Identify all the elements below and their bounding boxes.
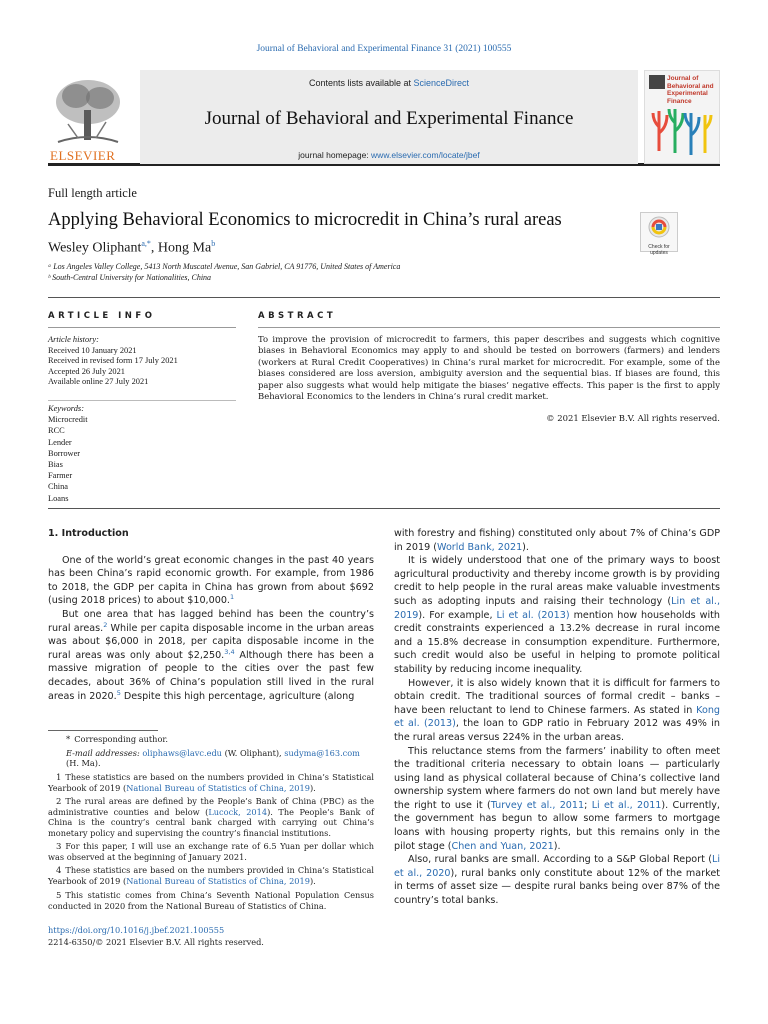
elsevier-logo[interactable]	[48, 72, 128, 162]
paragraph: Also, rural banks are small. According to a S&P Global Report (Li et al., 2020), rural banks only constitute about 12% of the market in terms of asset size — despite rural banks being over 87% of the country’s total banks.	[394, 854, 720, 907]
paragraph: But one area that has lagged behind has been the country’s rural areas.$^2$ While per capita disposable income in the urban areas was about $6,000 in 2018, per capita disposable income in the rural areas was only about $2,250.$^{3,4}$ Although there has been a massive migration of people to the cities over the past few decades, about 36% of China’s population still lived in the rural areas in 2020.$^5$ Despite this high percentage, agriculture (along	[48, 608, 374, 702]
author-affiliation-mark[interactable]: a,*	[141, 239, 151, 248]
paragraph: However, it is also widely known that it is difficult for farmers to obtain credit. The traditional sources of formal credit – banks – have been reluctant to lend to Chinese farmers. As stated in Kong et al. (2013), the loan to GDP ratio in February 2012 was 49% in the rural areas versus 224% in the urban areas.	[394, 677, 720, 743]
author-list: Wesley Oliphant$^{a,*}$, Hong Ma$^b$	[48, 239, 216, 256]
citation-link[interactable]: Turvey et al., 2011	[490, 799, 585, 811]
journal-title: Journal of Behavioral and Experimental Finance	[204, 108, 574, 129]
keyword: Microcredit	[48, 415, 88, 425]
paragraph: One of the world’s great economic changes in the past 40 years has been China’s rapid economic growth. For example, from 1986 to 2018, the GDP per capita in China has grown from about $692 (using 2018 prices) to about $10,000.$^1$	[48, 554, 374, 607]
cover-title: Journal of Behavioral and Experimental Finance	[667, 75, 714, 105]
journal-cover-thumbnail[interactable]	[644, 70, 720, 164]
keyword: RCC	[48, 426, 65, 436]
abstract-text: To improve the provision of microcredit to farmers, this paper describes and suggests which cognitive biases in Behavioral Economics may apply to and should be tested on borrowers (farmers) and lenders (workers at Rural Credit Cooperatives) in China’s rural market for microcredit. For example, some of the biases considered are loss aversion, ambiguity aversion and the sequential bias. If biases are found, this paper also suggests what would help mitigate the biases’ negative effects. This paper is the first to apply Behavioral Economics to the lenders in China’s rural credit market.	[258, 334, 720, 402]
check-for-updates-label: Check for updates	[648, 244, 670, 256]
citation-link[interactable]: Kong et al. (2013)	[394, 704, 720, 730]
footnote-2: 2 The rural areas are defined by the People’s Bank of China (PBC) as the administrative counties and below (Lucock, 2014). The People’s Bank of China is the country’s central bank charged with carrying out China’s monetary policy and supervising the country’s financial institutions.	[48, 796, 374, 838]
footnote-5: 5 This statistic comes from China’s Seventh National Population Census conducted in 2020 from the National Bureau of Statistics of China.	[48, 889, 374, 911]
citation-link[interactable]: Li et al., 2011	[591, 799, 662, 811]
footnotes	[48, 734, 374, 914]
citation-link[interactable]: World Bank, 2021	[437, 541, 523, 553]
journal-masthead	[48, 70, 720, 166]
footnote-ref[interactable]: 2	[103, 620, 108, 629]
keyword: Loans	[48, 493, 69, 503]
footnote-ref[interactable]: 3,4	[224, 647, 235, 656]
section-heading: 1. Introduction	[48, 528, 129, 539]
check-for-updates-button[interactable]	[640, 212, 678, 256]
footnote-ref[interactable]: 1	[229, 593, 235, 602]
citation-link[interactable]: Li et al. (2013)	[496, 609, 570, 621]
history-label: Article history:	[48, 335, 99, 344]
article-history	[48, 335, 238, 388]
footnote-4: 4 These statistics are based on the numbers provided in China’s Statistical Yearbook of 2019 (National Bureau of Statistics of China, 2019).	[48, 865, 374, 887]
keyword: Bias	[48, 460, 63, 470]
body-left-column	[48, 527, 374, 703]
issn-copyright: 2214-6350/© 2021 Elsevier B.V. All rights reserved.	[48, 937, 264, 947]
footnote-corresponding: * Corresponding author.	[66, 734, 169, 745]
citation-link[interactable]: National Bureau of Statistics of China, 2019	[126, 876, 310, 887]
keyword: Borrower	[48, 448, 81, 458]
keyword: Lender	[48, 437, 72, 447]
paragraph: with forestry and fishing) constituted only about 7% of China’s GDP in 2019 (World Bank, 2021).	[394, 528, 720, 553]
divider	[258, 327, 720, 328]
history-item: Available online 27 July 2021	[48, 377, 149, 386]
citation-link[interactable]: Li et al., 2020	[394, 854, 720, 879]
email-link[interactable]: sudyma@163.com	[284, 748, 360, 759]
citation-link[interactable]: Chen and Yuan, 2021	[451, 840, 554, 852]
paragraph: This reluctance stems from the farmers’ inability to often meet the traditional criteria necessary to obtain loans — particularly using land as physical collateral because of China’s collective land ownership system where farmers do not own land but merely have the right to use it (Turvey et al., 2011; Li et al., 2011). Currently, the government has begun to allow some farmers to mortgage loans with housing property rights, but this remains only in the pilot stage (Chen and Yuan, 2021).	[394, 745, 720, 852]
author-affiliation-mark[interactable]: b	[211, 239, 216, 248]
footnote-emails: E-mail addresses: oliphaws@lavc.edu (W. Oliphant), sudyma@163.com (H. Ma).	[66, 748, 360, 769]
footnote-3: 3 For this paper, I will use an exchange rate of 6.5 Yuan per dollar which was observed at the beginning of January 2021.	[48, 840, 374, 863]
journal-banner	[140, 70, 638, 164]
body-right-column	[394, 527, 720, 908]
footnote-divider	[48, 730, 158, 731]
author-name[interactable]: Wesley Oliphant	[48, 240, 142, 256]
paragraph: It is widely understood that one of the primary ways to boost agricultural productivity and thereby income growth is by providing credit to help people in the rural areas make valuable investments such as adopting inputs and raising their technology (Lin et al., 2019). For example, Li et al. (2013) mention how households with credit constraints experienced a 13.2% decrease in rural income and a 15.8% decrease in consumption expenditure. Furthermore, such credit would also be useful in helping to promote political stability by reducing income inequality.	[394, 555, 720, 675]
history-item: Received 10 January 2021	[48, 345, 137, 355]
divider	[48, 400, 236, 401]
author-name[interactable]: Hong Ma	[157, 240, 212, 256]
keyword: Farmer	[48, 471, 73, 481]
footnote-ref[interactable]: 5	[116, 688, 121, 697]
update-badge-icon	[648, 216, 670, 238]
keywords-list	[48, 403, 238, 504]
publisher-name: ELSEVIER	[50, 148, 116, 163]
affiliation-a: ᵃ Los Angeles Valley College, 5413 North Muscatel Avenue, San Gabriel, CA 91776, United States of America	[48, 262, 401, 271]
keywords-label: Keywords:	[48, 404, 84, 413]
divider	[48, 327, 236, 328]
history-item: Received in revised form 17 July 2021	[48, 356, 178, 365]
citation-link[interactable]: National Bureau of Statistics of China, 2019	[126, 782, 310, 793]
sciencedirect-link[interactable]: ScienceDirect	[413, 78, 470, 88]
contents-line: Contents lists available at ScienceDirect	[308, 78, 470, 88]
article-info-heading: ARTICLE INFO	[48, 311, 156, 321]
history-item: Accepted 26 July 2021	[48, 366, 125, 376]
citation-link[interactable]: Lin et al., 2019	[394, 595, 720, 621]
citation-link[interactable]: Lucock, 2014	[208, 807, 268, 818]
article-type: Full length article	[48, 186, 137, 200]
article-title: Applying Behavioral Economics to microcredit in China’s rural areas	[48, 210, 562, 230]
email-link[interactable]: oliphaws@lavc.edu	[142, 748, 222, 759]
abstract-heading: ABSTRACT	[258, 311, 337, 321]
journal-citation-link[interactable]: Journal of Behavioral and Experimental Finance 31 (2021) 100555	[256, 44, 512, 54]
footnote-1: 1 These statistics are based on the numbers provided in China’s Statistical Yearbook of 2019 (National Bureau of Statistics of China, 2019).	[48, 771, 374, 793]
divider	[48, 508, 720, 509]
doi-link[interactable]: https://doi.org/10.1016/j.jbef.2021.100555	[48, 925, 225, 935]
affiliation-b: ᵇ South-Central University for Nationalities, China	[48, 273, 212, 282]
homepage-link[interactable]: www.elsevier.com/locate/jbef	[371, 150, 480, 160]
keyword: China	[48, 482, 69, 492]
divider	[48, 297, 720, 298]
homepage-line: journal homepage: www.elsevier.com/locate/jbef	[298, 150, 480, 160]
abstract-copyright: © 2021 Elsevier B.V. All rights reserved.	[546, 413, 720, 423]
